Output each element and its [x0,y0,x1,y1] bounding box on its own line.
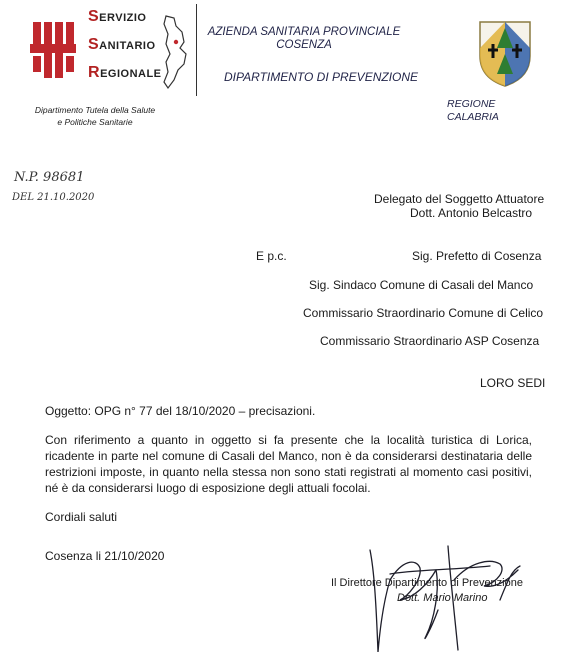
regione-calabria-crest-icon [476,18,534,88]
body-paragraph: Con riferimento a quanto in oggetto si fa presente che la località turistica di Lorica, ricadente in parte nel comune di Casali del Manco, non è da considerarsi destinataria delle restrizioni imposte, in quanto nella stessa non sono stati registrati al momento casi positivi, né è da considerarsi luogo di esposizione degli attuali focolai. [45,433,532,495]
loro-sedi: LORO SEDI [480,376,546,390]
closing-line: Cordiali saluti [45,510,118,524]
epc-label: E p.c. [256,249,287,263]
ssr-line-servizio: SERVIZIO [88,8,147,25]
delegato-name: Dott. Antonio Belcastro [410,206,533,220]
protocol-date: DEL 21.10.2020 [12,192,95,203]
delegato-line: Delegato del Soggetto Attuatore [374,192,545,206]
protocol-number: N.P. 98681 [14,170,85,185]
calabria-map-icon [160,14,190,90]
ssr-logo-frame [78,4,197,96]
recipient-asp: Commissario Straordinario ASP Cosenza [320,334,540,348]
recipient-prefetto: Sig. Prefetto di Cosenza [412,249,542,263]
ssr-line-regionale: REGIONALE [88,64,162,81]
handwritten-signature [350,540,540,658]
ssr-line-sanitario: SANITARIO [88,36,156,53]
signature-title: Il Direttore Dipartimento di Prevenzione [331,577,523,589]
dipartimento-title: DIPARTIMENTO DI PREVENZIONE [224,70,419,84]
region-label: REGIONE CALABRIA [447,98,499,123]
dept-tutela-label: Dipartimento Tutela della Salute e Politiche Sanitarie [34,105,156,127]
asp-title: AZIENDA SANITARIA PROVINCIALE COSENZA [207,26,401,51]
signature-name: Dott. Mario Marino [397,592,488,604]
recipient-sindaco: Sig. Sindaco Comune di Casali del Manco [309,278,534,292]
recipient-celico: Commissario Straordinario Comune di Celico [303,306,544,320]
place-date: Cosenza li 21/10/2020 [45,549,165,563]
ssr-cross-logo [30,22,76,78]
subject-line: Oggetto: OPG n° 77 del 18/10/2020 – precisazioni. [45,404,316,418]
